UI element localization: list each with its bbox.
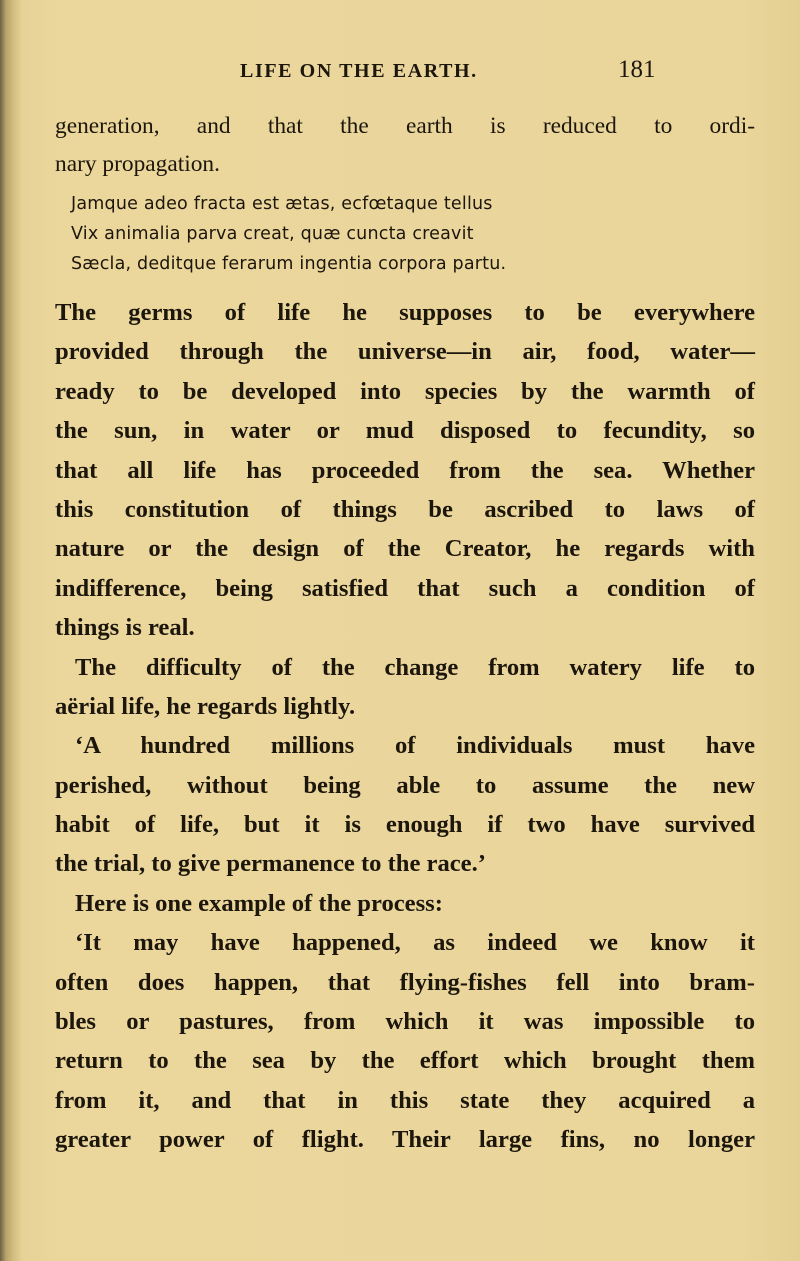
page-gutter <box>0 0 22 1261</box>
verse-line: Sæcla, deditque ferarum ingentia corpora partu. <box>71 254 507 274</box>
text-line: ready to be developed into species by the warmth of <box>55 377 755 405</box>
text-line: generation, and that the earth is reduced to ordi- <box>55 113 755 139</box>
latin-verse <box>55 189 755 279</box>
text-line: nary propagation. <box>55 150 220 177</box>
paragraph-2 <box>55 293 755 1160</box>
text-line: The difficulty of the change from watery life to <box>75 653 755 681</box>
body-text <box>55 108 755 1160</box>
text-line: ‘It may have happened, as indeed we know it <box>75 929 755 957</box>
text-line: things is real. <box>55 614 195 642</box>
text-line: often does happen, that flying-fishes fell into bram- <box>55 968 755 996</box>
text-line: habit of life, but it is enough if two have survived <box>55 811 755 839</box>
text-line: the trial, to give permanence to the race.’ <box>55 850 486 878</box>
text-line: bles or pastures, from which it was impossible to <box>55 1008 755 1036</box>
text-line: The germs of life he supposes to be everywhere <box>55 299 755 326</box>
text-line: nature or the design of the Creator, he regards with <box>55 535 755 563</box>
verse-line: Vix animalia parva creat, quæ cuncta creavit <box>71 224 474 244</box>
text-line: aërial life, he regards lightly. <box>55 692 356 720</box>
text-line: return to the sea by the effort which brought them <box>55 1047 755 1075</box>
text-line: perished, without being able to assume the new <box>55 771 755 799</box>
page-number: 181 <box>618 56 656 83</box>
text-line: that all life has proceeded from the sea. Whether <box>55 456 755 484</box>
running-title: LIFE ON THE EARTH. <box>240 60 478 82</box>
paragraph-1 <box>55 108 755 183</box>
text-line: the sun, in water or mud disposed to fecundity, so <box>55 417 755 445</box>
text-line: greater power of flight. Their large fins, no longer <box>55 1126 755 1154</box>
text-line: provided through the universe—in air, food, water— <box>55 338 755 366</box>
verse-line: Jamque adeo fracta est ætas, ecfœtaque tellus <box>71 194 493 214</box>
running-head <box>240 58 660 88</box>
text-line: this constitution of things be ascribed to laws of <box>55 495 755 523</box>
text-line: indifference, being satisfied that such a condition of <box>55 574 755 602</box>
text-line: ‘A hundred millions of individuals must have <box>75 732 755 760</box>
text-line: Here is one example of the process: <box>75 889 443 917</box>
text-line: from it, and that in this state they acquired a <box>55 1086 755 1114</box>
